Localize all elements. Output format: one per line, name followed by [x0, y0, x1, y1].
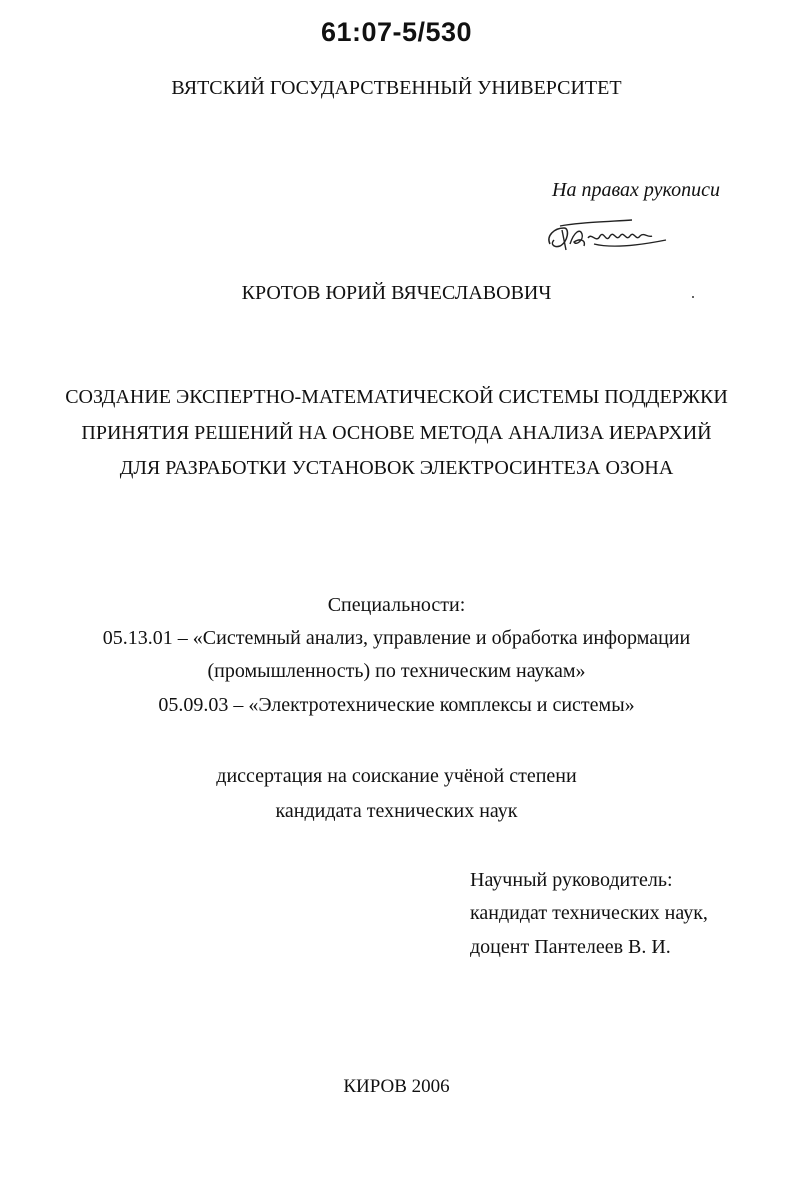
advisor-line: Научный руководитель:	[470, 869, 673, 891]
signature-icon	[540, 214, 670, 256]
university-name: ВЯТСКИЙ ГОСУДАРСТВЕННЫЙ УНИВЕРСИТЕТ	[171, 77, 622, 99]
specialties-heading: Специальности:	[327, 594, 466, 616]
degree-line: кандидата технических наук	[275, 800, 518, 822]
catalog-number: 61:07-5/530	[320, 17, 473, 47]
author-name: КРОТОВ ЮРИЙ ВЯЧЕСЛАВОВИЧ	[241, 282, 552, 304]
manuscript-rights-label: На правах рукописи	[552, 179, 720, 201]
dissertation-title-line: СОЗДАНИЕ ЭКСПЕРТНО-МАТЕМАТИЧЕСКОЙ СИСТЕМЫ ПОДДЕРЖКИ	[65, 386, 728, 408]
advisor-line: кандидат технических наук,	[470, 902, 708, 924]
dissertation-title-line: ПРИНЯТИЯ РЕШЕНИЙ НА ОСНОВЕ МЕТОДА АНАЛИЗА ИЕРАРХИЙ	[81, 422, 712, 444]
dissertation-title-line: ДЛЯ РАЗРАБОТКИ УСТАНОВОК ЭЛЕКТРОСИНТЕЗА ОЗОНА	[119, 457, 674, 479]
advisor-line: доцент Пантелеев В. И.	[470, 936, 671, 958]
scan-speck	[692, 296, 694, 298]
degree-line: диссертация на соискание учёной степени	[216, 765, 577, 787]
specialty-line: 05.13.01 – «Системный анализ, управление и обработка информации	[102, 627, 691, 649]
city-year: КИРОВ 2006	[343, 1076, 450, 1097]
specialty-line: 05.09.03 – «Электротехнические комплексы и системы»	[158, 694, 635, 716]
specialty-line: (промышленность) по техническим наукам»	[207, 660, 586, 682]
